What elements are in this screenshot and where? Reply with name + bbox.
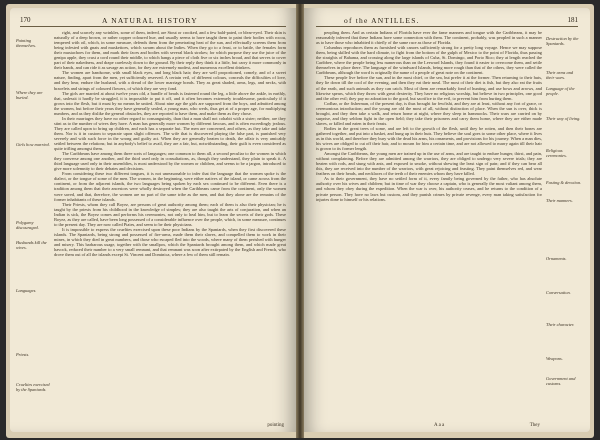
margin-note: Their arms and their wars. [546,70,574,80]
signature-mark: A a a [434,423,445,428]
page-number: 181 [567,16,578,24]
running-head: A NATURAL HISTORY [102,16,198,25]
paragraph: Bodies in the great trees of some, and are left to the growth of the flesh, until they be rotten, and then their bones are gathered together, and put into a basket, and hung up in their huts. They believe the soul goes to some other place, where it lives as in this world, and therefore they bury with the dead his arms, his ornaments, and provisions for his journey. When a man dies, his wives are obliged to cut off their hair, and to mourn for him a certain time, and are not allowed to marry again till their hair is grown to its former length. [316,125,542,152]
page-number: 170 [20,16,31,24]
header-rule [316,26,578,27]
margin-note: Painting themselves. [16,38,37,48]
catchword: They [529,423,540,428]
margin-note: Their character. [546,322,575,327]
margin-note: Cruelties exercised by the Spaniards. [16,382,50,392]
margin-note: Polygamy discouraged. [16,220,39,230]
running-head: of the ANTILLES. [344,16,420,25]
paragraph: Columbus reproduces them as furnished with canoes sufficiently strong for a pretty long voyage. Hence we may suppose them, being skilled with the hard climate, to fight from the bottom of the gulph of Mexico to the point of Florida, thus passing the straights of Bahama, and crossing along the large islands of Cuba, St. Domingo, and Porto Rico; they at length reached the Caribbee, where the people being less numerous than on the Leeward Islands, they found it easier to overcome them, and settle themselves in place there. The language of the windward Islands, being more rough than that of the others, they were called the Caribbeans, although the word is originally the name of a people of great note on the continent. [316,45,542,76]
paragraph: Their Priests, whom they call Boyez, are persons of great authority among them; each of them is also their physician; he is taught by the priests from his childhood in the knowledge of simples; they are also taught the arts of conjuration, and when an Indian is sick, the Boyez comes and performs his ceremonies, not only to heal him, but to learn the secrets of their gods. These Boyez, as they are called, have been long possessed of a considerable influence over the people, which, in some measure, continues to the present day. They are now called Piaies, and seem to be their physicians. [54,201,286,227]
paragraph: In their marriages they have no other regard to consanguinity, than that a man shall not cohabit with a sister; neither, are they stint as to the number of wives they have. A man has generally more women by different favours, and is often exceedingly jealous. They are called upon to bring up children, and each has a separate hut. The men are concerned, and others, as they take and take them. Nor is it in custom to separate upon slight offences. The wife that is discovered playing the false part, is punished very severely and with such force in the wrong and guilty act. When they are generally beaten to death, the affair is very amicably settled between the relations; but in anybody's belief to avail, they are a fair, but, notwithstanding, their guilt is even considered as quite trifling amongst them. [54,115,286,152]
catchword: pointing [267,423,284,428]
paragraph: peopling them. And as certain Indians of Florida have ever the fame manners and tongue with the Caribbeans, it may be reasonably inferred that these Indians have some connection with them. The continent, probably, was peopled in such a manner as to have those who inhabited it chiefly of the same race as those of Florida. [316,30,542,46]
margin-note: Husbands kill the wives. [16,240,47,250]
margin-note: Their manners. [546,198,573,203]
paragraph: From considering these two different tongues, it is not unreasonable to infer that the language that the women spoke is the dialect, or the tongue of some of the men. The women, in the beginning, were either natives of the island, or came across from the continent, or from the adjacent islands, the two languages being spoken by each sex continued to be different. Even there is a tradition among them that their ancestors were wholly destroyed when the Caribbeans came from the continent, only the women were saved, and that, therefore, the women are no part of the same tribe as the men, and that they alone are the remains of the former inhabitants of these islands. [54,171,286,202]
page-body [54,30,286,418]
paragraph: Amongst the Caribbeans, the young men are trained up in the use of arms, and are taught to endure hunger, thirst, and pain, without complaining. Before they are admitted among the warriors, they are obliged to undergo very severe trials; they are beaten with rods, and stung with ants, and exposed to smoke, without shewing the least sign of pain; and if they can bear all this, they are received into the number of the warriors, with great rejoicing and feasting. They paint themselves red, and wear feathers on their heads, and necklaces of the teeth of their enemies whom they have killed. [316,151,542,177]
page-body [316,30,542,418]
margin-note: Where they are buried. [16,90,43,100]
margin-note: Fasting & devotion. [546,180,582,185]
paragraph: These people live before the sun, and in the most chief, or the sea, but prefer it at the former. Then returning to their huts, they lie down till the cool of the evening, and then they eat their meal. The most of their diet is fish, but they also eat the fruits of the earth, and such animals as they can catch. Most of them are remarkably fond of hunting, and use bows and arrows, and likewise spears, which they throw with great dexterity. They have no religious worship, but believe in two principles, one good and the other evil; they pay no adoration to the good, but sacrifice to the evil, to prevent him from hurting them. [316,75,542,101]
margin-note: Weapons. [546,356,563,361]
margin-note: Their way of living. [546,116,581,121]
margin-note: Religious ceremonies. [546,148,567,158]
margin-note: Conversation. [546,290,571,295]
paragraph: Codbar, or the fisherman, of the present day, is thus brought far fewfishi, and they are at least, without any fort of grace, or ceremonious introduction; and the young are old the most of all, without distinction of place. When the sun is over, thick is brought, and they then take a walk, and return home at night, where they sleep in hammocks. Their wars are carried on by surprise, and they seldom fight in the open field; they take their prisoners and carry them home, where they are either made slaves, or killed and eaten in their feasts. [316,100,542,126]
book-spread [6,4,594,438]
margin-note: Government and customs. [546,376,576,386]
header-rule [20,26,286,27]
paragraph: As to their government, they have no settled form of it, every family being governed by the father, who has absolute authority over his wives and children; but in time of war they choose a captain, who is generally the most valiant among them, and whom they obey during the expedition. When the war is over, his authority ceases, and he returns to the condition of a private person. They have no laws but custom, and they punish crimes by private revenge, every man taking satisfaction for injuries done to himself or his relations. [316,176,542,202]
gutter [296,4,304,438]
margin-notes [16,30,50,418]
margin-note: Language of the people. [546,86,575,96]
left-page [10,8,296,432]
paragraph: The girls are married at about twelve years old, a bundle of beads is fastened round the leg, a little above the ankle, in earthly, that, unlessit it hardly be struggled, it is impossible to put it off, and it often becomes extremely troublesome, particularly if it grows into the flesh, but it must by no means be untied. About nine age the girls are supposed from the boys, and admitted among the women, but before their years they have generally sealed, a young man, who weds, thus get at of a proper age, for multiplying numbers, and as they dislike the general obstacles, they are reported to have them, and make them as they chose. [54,90,286,116]
paragraph: The Caribbeans have among them three sorts of languages; one common to them all, a second peculiar to the women in which they converse among one another, and the third used only in consultations, as, though they understand, they plain to speak it. A third language used only in their assemblies, is most understood by the women or children, and seems to be a jargon, introduced to give more solemnity to their debates and decisions. [54,151,286,172]
margin-note: Ornaments. [546,256,567,261]
margin-note: Destruction by the Spaniards. [546,36,579,46]
paragraph: The women are handsome, with small black eyes, and long black hair; they are well proportioned, comely, and of a sweet nature, finding, apart from the men, yet sufficiently reserved. A certain veil, of different colours, conceals the difficulties of love, and they hear, endure the husband, with a dread of the lower marriage bonds. They as great shaded, arms, legs, and necks, with bracelets and strings of coloured flowers, of which they are very fond. [54,70,286,91]
margin-note: Languages. [16,288,37,293]
right-page [304,8,590,432]
margin-note: Girls how married. [16,142,50,147]
margin-notes [544,30,582,418]
margin-note: Priests. [16,352,30,357]
paragraph: It is impossible to express the cruelties exercised upon these poor Indians by the Spaniards, when they first discovered these islands. The Spaniards, being strong and possessed of fire-arms, made them their slaves, and compelled them to work in their mines, in which they died in great numbers, and those who escaped fled into the woods, where many of them perished with hunger and misery. This barbarous usage, together with the smallpox, which the Spaniards brought among them, and which made great havock, reduced their number to a very small remnant, and that remnant was soon after extirpated by the English and French, who drove them out of all the islands except St. Vincent and Dominica, where a few of them still remain. [54,226,286,258]
paragraph: right, and scarcely any wrinkles, some of them, indeed, are Stout or crooked, and a few bald-pated, or blear-eyed. Their skin is naturally of a deep brown, or rather copper coloured hue, and usually seems to have taught them to paint their bodies with rocou, tempered with oil, which, in some measure, defends them from the penetrating heat of the sun, and effectually screens them from being infested with gnats and muskettoes, which swarm about the Indies. When they go to a feast, or to battle, the females form their mustachoes for them, and mark their faces and bodies with several black strokes; for which purpose they use the juice of the genipa apple, they crust a cord round their middle, to which hangs a piece of cloth five or six inches broad, and that serves to cover part of their nakedness, and drape carelessly down to the ground. By their reply they think it a little, but carry it more commonly in their hands, and can ride it as savage an action, for they are extremely modest, and numerous excellent drinkers. [54,30,286,71]
